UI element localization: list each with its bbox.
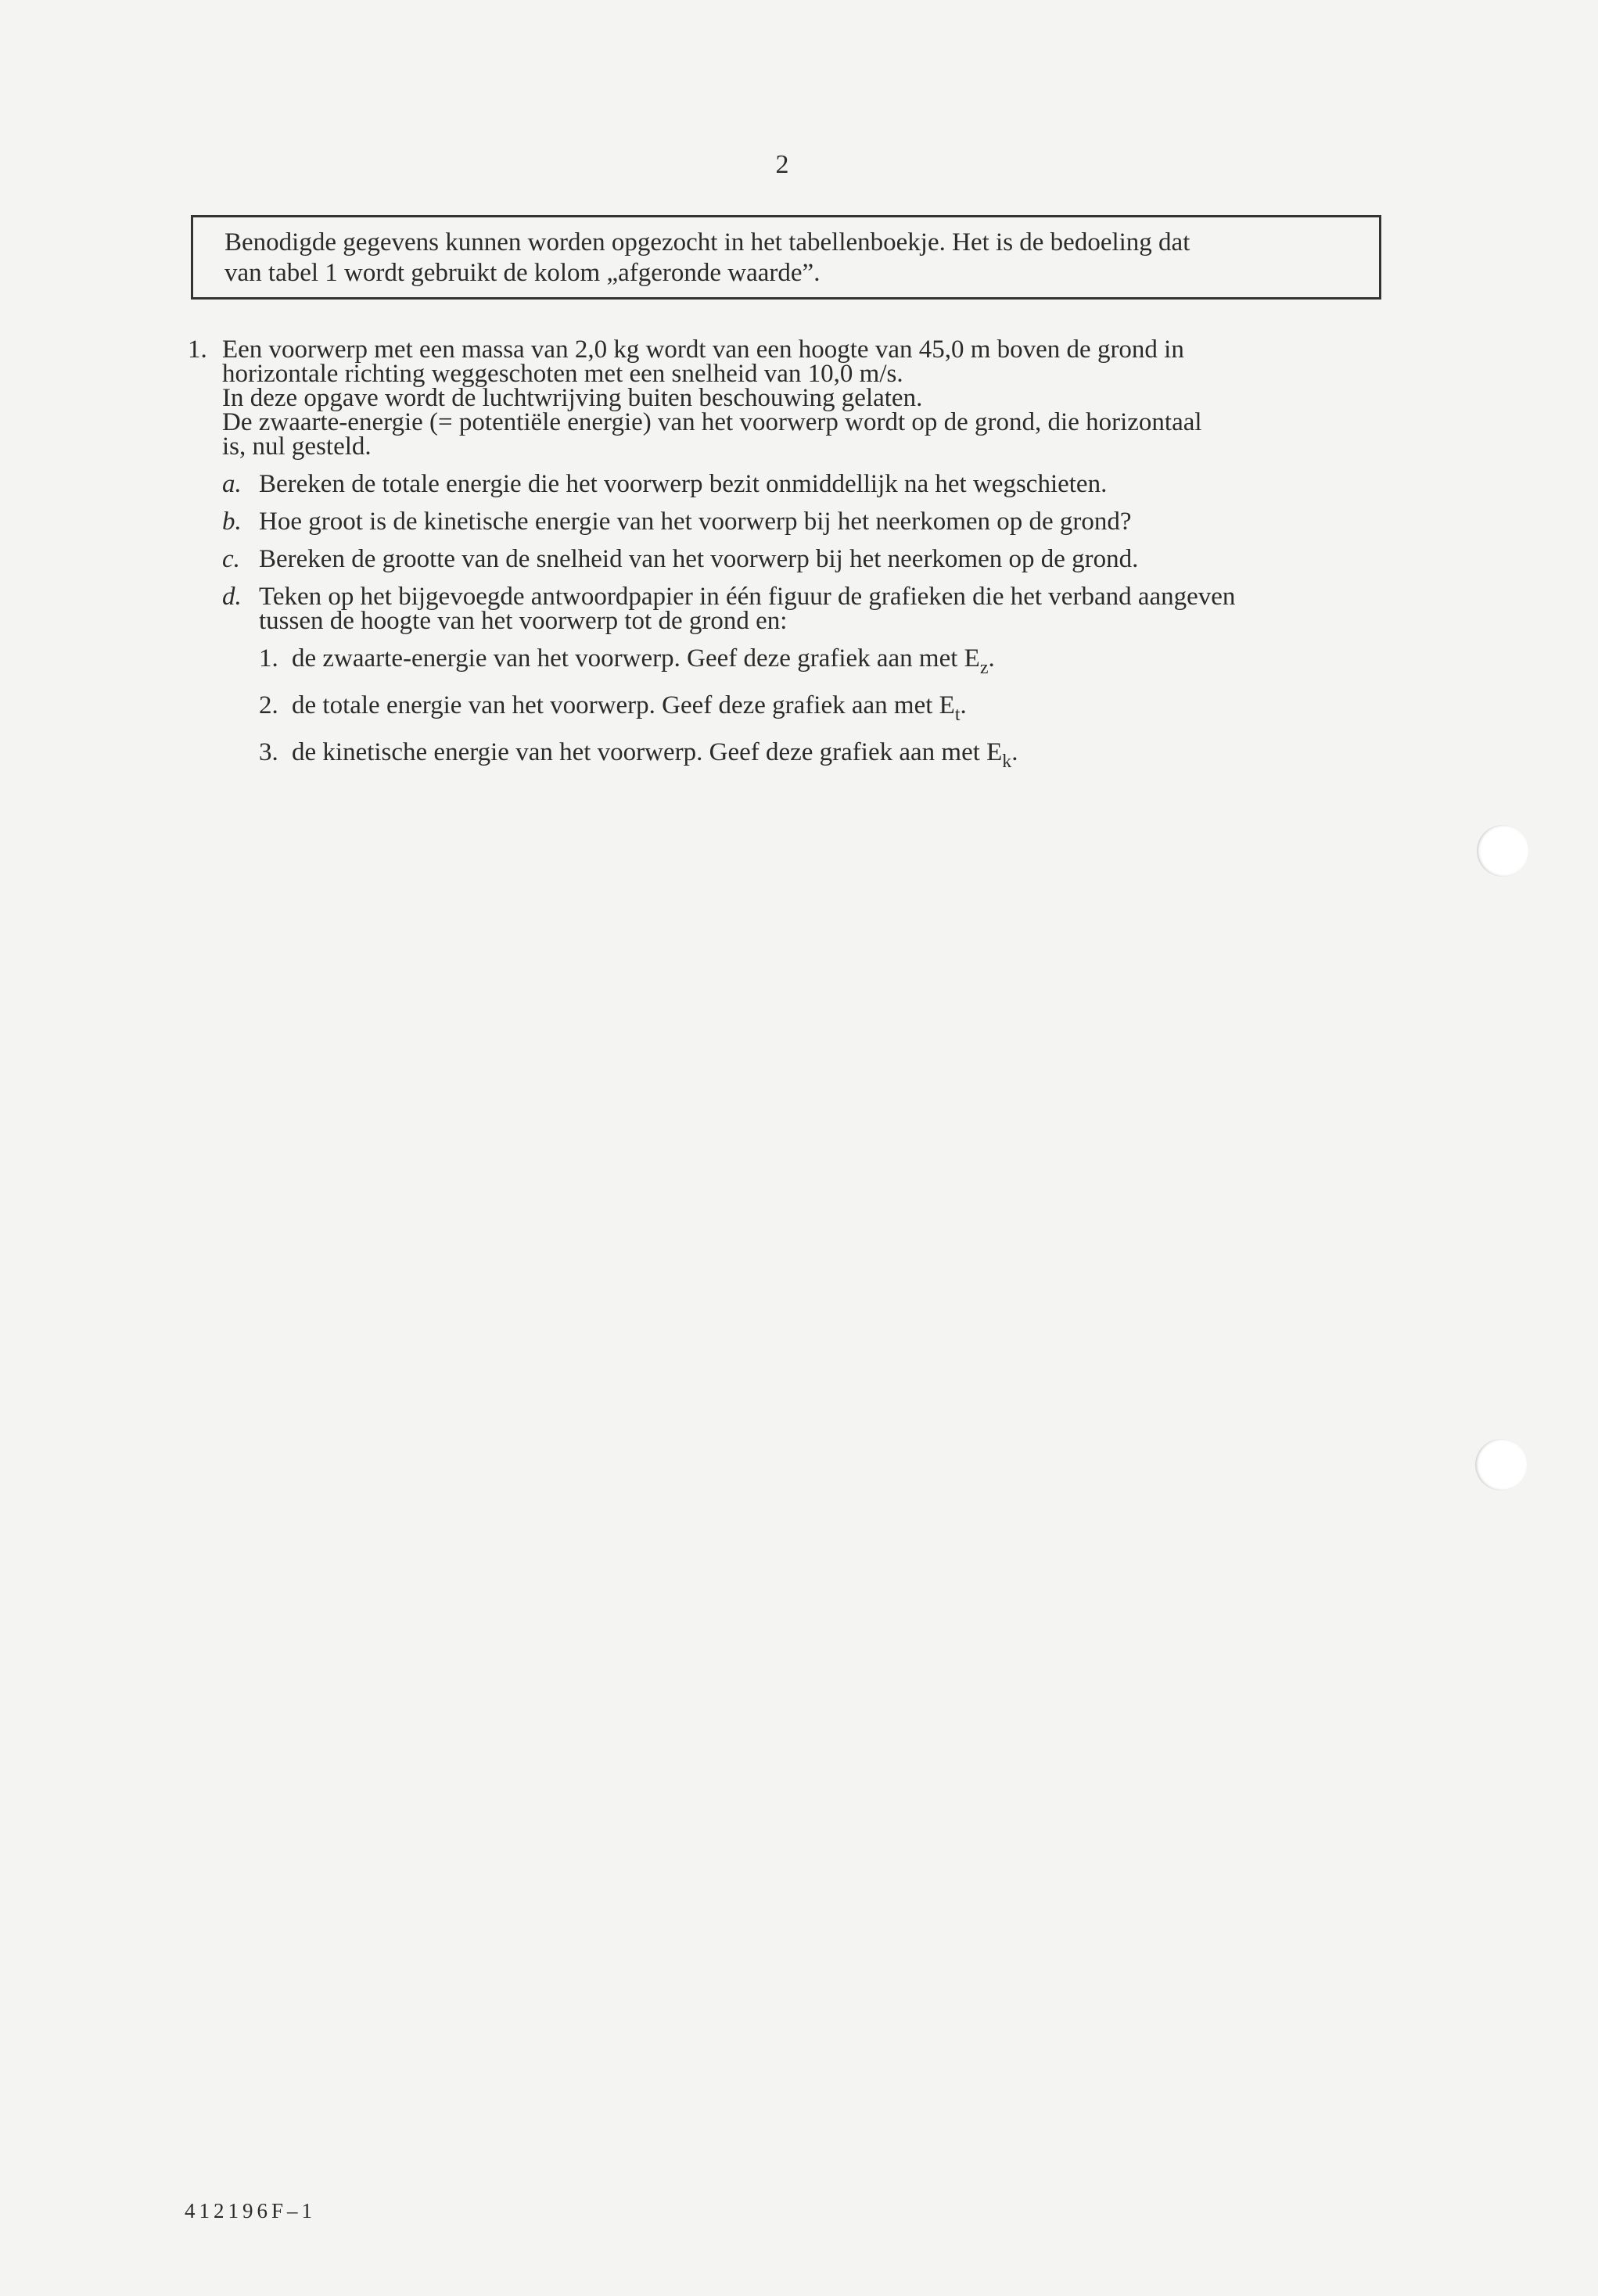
list-item-end: . [988,644,995,673]
list-item-number: 2. [259,691,278,719]
document-code: 412196F–1 [185,2199,317,2222]
subquestion-letter: d. [222,583,242,611]
question-body [222,335,1377,774]
list-item-text: de kinetische energie van het voorwerp. Geef deze grafiek aan met E [292,738,1003,766]
list-item-subscript: z [979,658,989,678]
list-item-text: de zwaarte-energie van het voorwerp. Geef deze grafiek aan met E [292,644,980,673]
list-item-text: de totale energie van het voorwerp. Geef deze grafiek aan met E [292,691,955,719]
subquestion-a [222,472,1377,497]
subquestion-letter: b. [222,508,242,536]
instruction-line: van tabel 1 wordt gebruikt de kolom „afgeronde waarde”. [224,259,821,287]
subquestion-text: Teken op het bijgevoegde antwoordpapier in één figuur de grafieken die het verband aangeven [259,583,1236,611]
list-item-end: . [960,691,967,719]
subquestion-letter: a. [222,470,242,498]
subquestion-text: tussen de hoogte van het voorwerp tot de grond en: [259,607,788,635]
list-item-subscript: k [1002,752,1012,772]
subquestion-d-items [259,644,1377,774]
question-number: 1. [188,335,207,364]
subquestion-text: Hoe groot is de kinetische energie van het voorwerp bij het neerkomen op de grond? [259,508,1132,536]
list-item-end: . [1011,738,1018,766]
punch-hole [1475,1439,1527,1491]
list-item [259,644,1377,680]
question-intro-line: De zwaarte-energie (= potentiële energie) van het voorwerp wordt op de grond, die horizontaal [222,408,1202,436]
list-item-number: 1. [259,644,278,673]
instruction-box [191,215,1381,300]
question-1 [188,335,1377,774]
subquestion-text: Bereken de totale energie die het voorwerp bezit onmiddellijk na het wegschieten. [259,470,1108,498]
list-item [259,691,1377,727]
question-intro-line: is, nul gesteld. [222,432,372,461]
list-item-subscript: t [954,705,961,725]
page-number: 2 [775,150,789,179]
instruction-line: Benodigde gegevens kunnen worden opgezocht in het tabellenboekje. Het is de bedoeling dat [224,228,1190,257]
question-intro-line: In deze opgave wordt de luchtwrijving buiten beschouwing gelaten. [222,384,923,412]
subquestion-d [222,585,1377,774]
subquestion-c [222,547,1377,572]
question-intro-line: Een voorwerp met een massa van 2,0 kg wordt van een hoogte van 45,0 m boven de grond in [222,335,1184,364]
list-item [259,738,1377,774]
subquestion-letter: c. [222,545,240,573]
subquestion-b [222,510,1377,534]
question-intro-line: horizontale richting weggeschoten met een snelheid van 10,0 m/s. [222,360,903,388]
subquestion-text: Bereken de grootte van de snelheid van het voorwerp bij het neerkomen op de grond. [259,545,1139,573]
list-item-number: 3. [259,738,278,766]
punch-hole [1477,825,1528,877]
